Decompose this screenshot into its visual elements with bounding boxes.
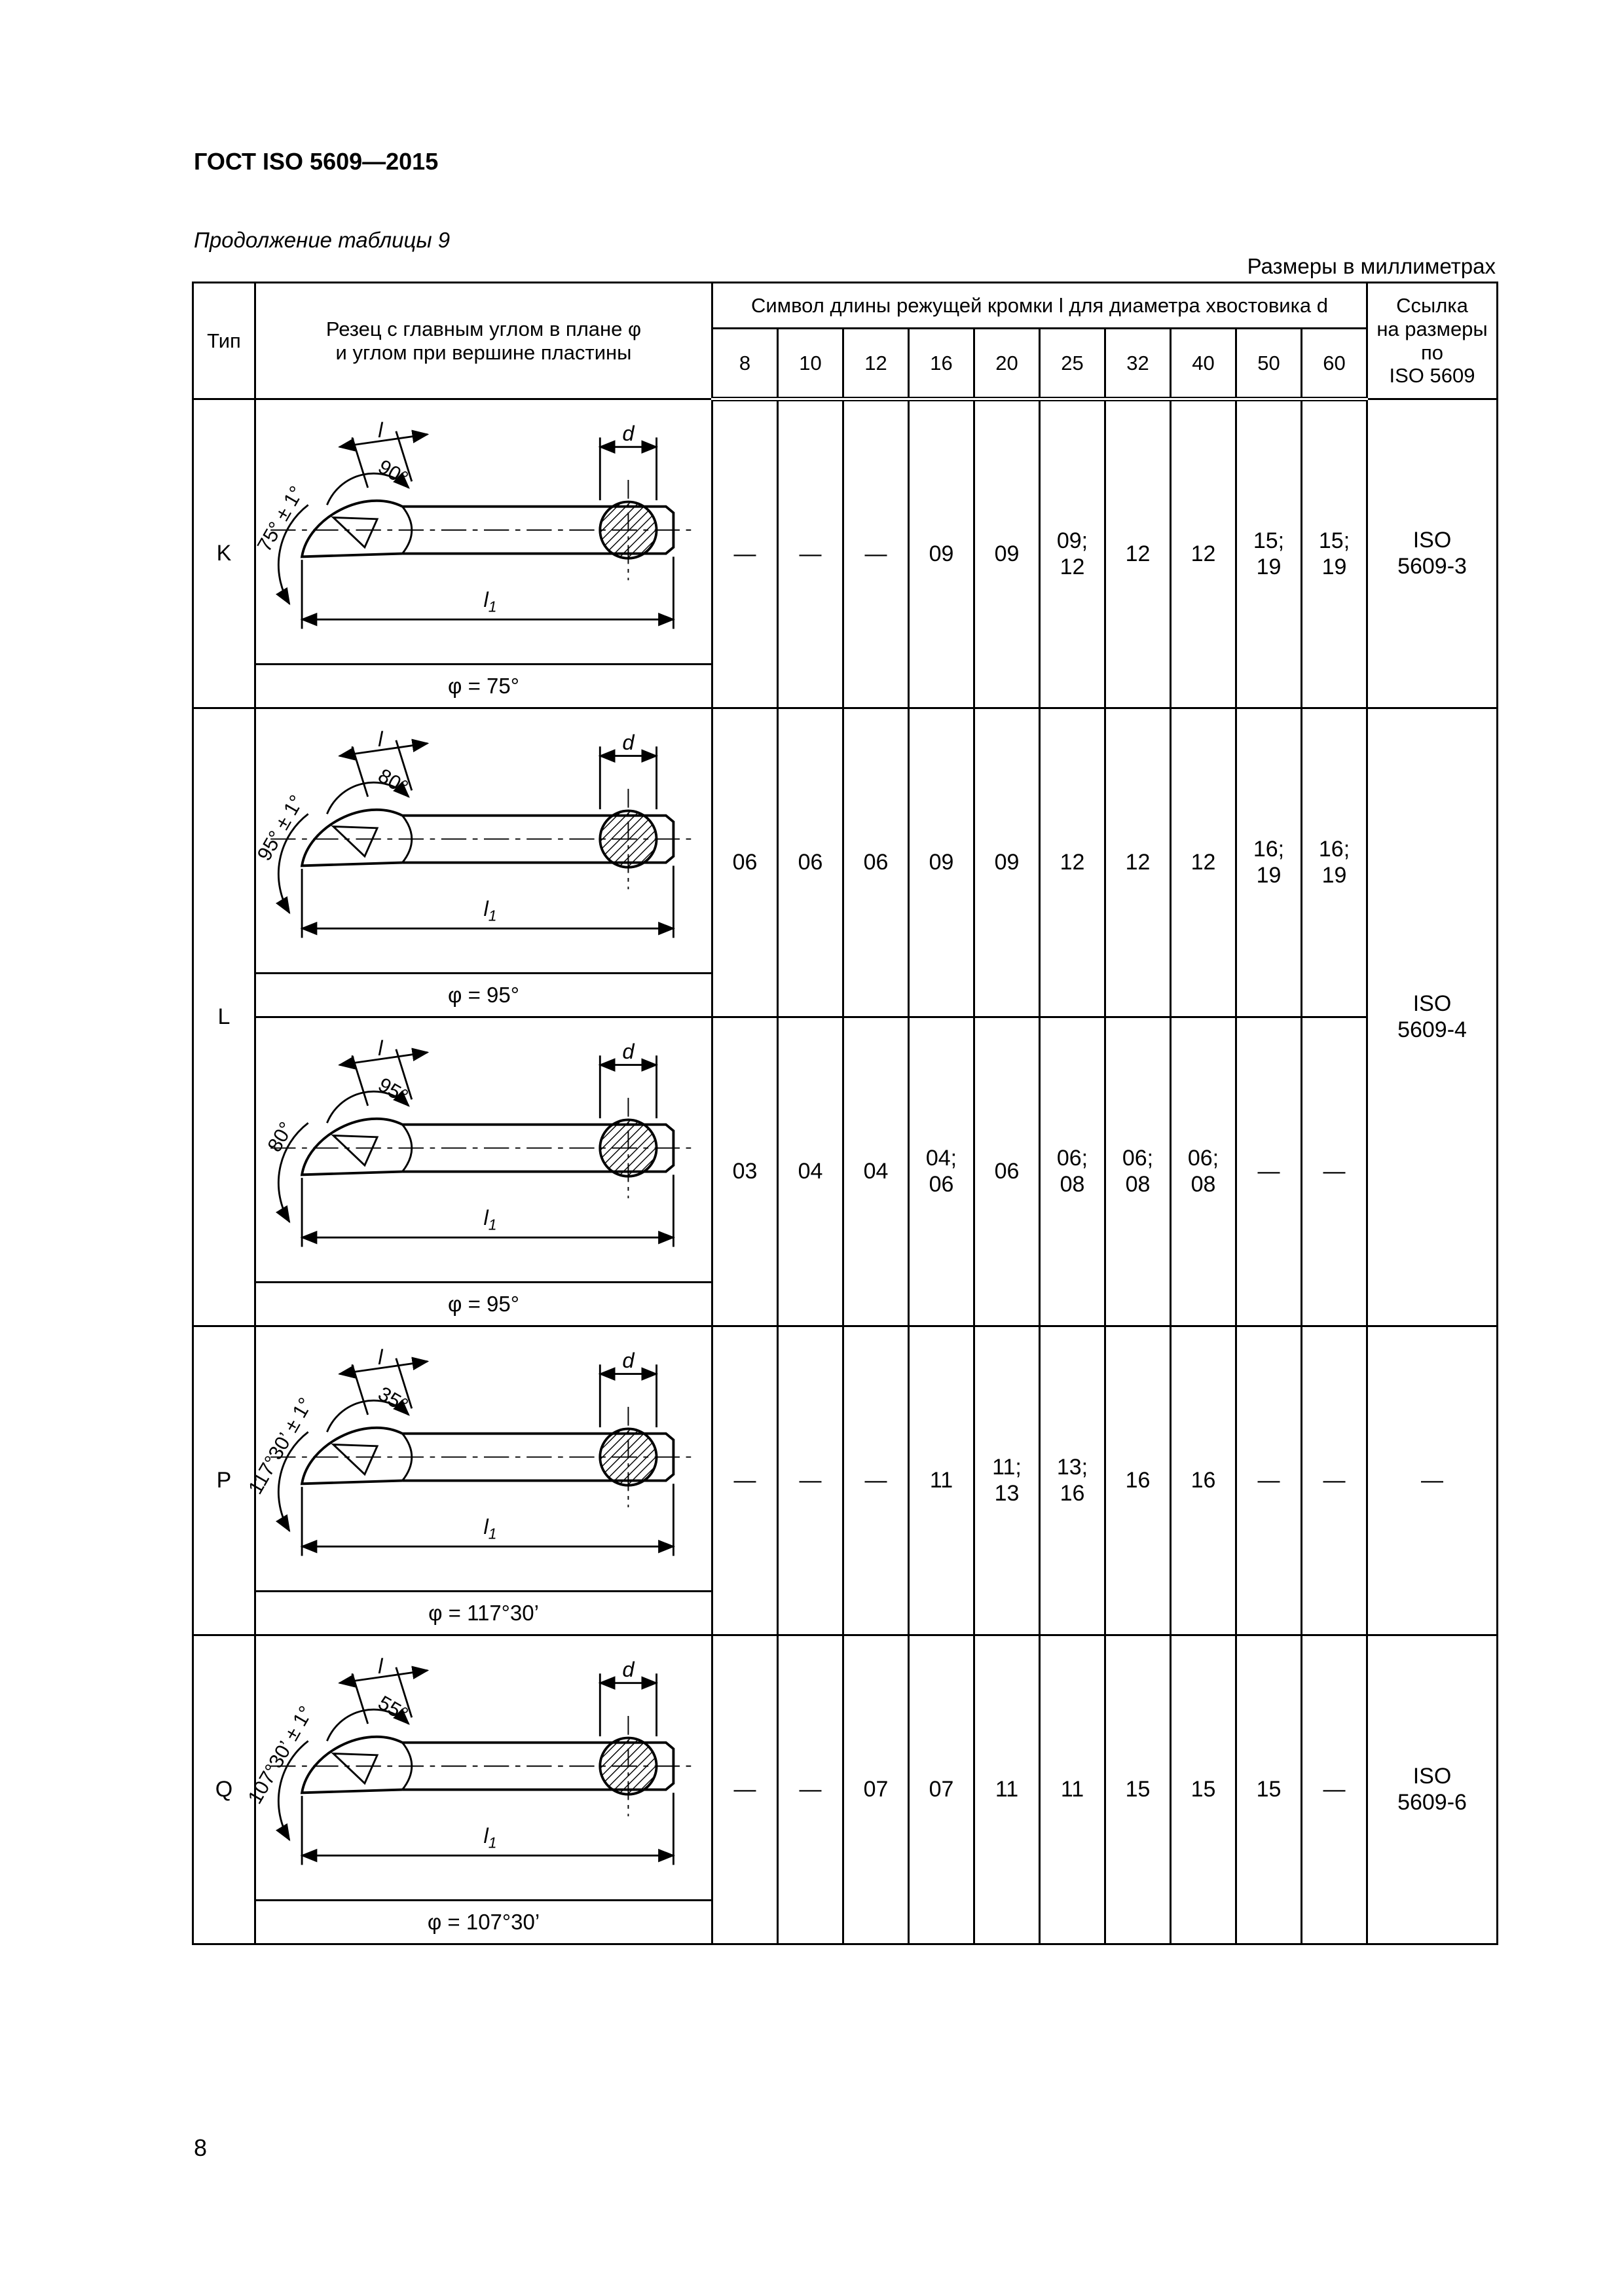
header-diameter: 20	[974, 329, 1040, 399]
cell-symbol-value	[909, 1635, 974, 1944]
cell-symbol-value-line: 08	[1125, 1171, 1151, 1197]
header-type: Тип	[193, 283, 255, 399]
cell-symbol-value	[778, 1017, 843, 1326]
header-diameter: 32	[1105, 329, 1171, 399]
cell-symbol-value-line: 06;	[1122, 1146, 1154, 1171]
cell-symbol-value	[778, 399, 843, 708]
cell-type: Q	[193, 1635, 255, 1944]
angle1-label: 80°	[374, 764, 412, 799]
diameter-d-label: d	[621, 1040, 634, 1064]
cell-symbol-value	[974, 1326, 1040, 1635]
cell-reference	[1367, 1635, 1498, 1944]
cell-symbol-value-line: 07	[929, 1776, 954, 1802]
cell-symbol-value-line: —	[1323, 1776, 1346, 1802]
cell-symbol-value	[909, 1326, 974, 1635]
cell-symbol-value	[1105, 708, 1171, 1017]
cutter-dimensions-table	[192, 282, 1498, 1945]
cell-symbol-value-line: 09;	[1056, 528, 1088, 554]
cell-symbol-value-line: 12	[1190, 541, 1216, 566]
cell-symbol-value	[778, 1326, 843, 1635]
table-row	[193, 1635, 1498, 1901]
cell-symbol-value-line: —	[799, 1467, 822, 1493]
table-row	[193, 1017, 1498, 1283]
cell-reference-line: ISO	[1412, 528, 1452, 553]
cell-symbol-value-line: 15;	[1318, 528, 1350, 554]
cell-symbol-value-line: 06;	[1187, 1146, 1219, 1171]
cell-symbol-value-line: 09	[994, 849, 1020, 875]
cell-phi-angle: φ = 117°30’	[255, 1592, 712, 1635]
units-note: Размеры в миллиметрах	[1247, 254, 1496, 278]
edge-length-l-label: l	[377, 1654, 382, 1679]
cell-symbol-value	[909, 399, 974, 708]
cell-type: K	[193, 399, 255, 708]
cell-symbol-value	[1236, 1326, 1302, 1635]
angle1-label: 90°	[374, 455, 412, 490]
header-ref-line1: Ссылка	[1396, 294, 1468, 318]
cell-symbol-value	[1105, 1326, 1171, 1635]
angle2-label: 107°30’ ± 1°	[243, 1702, 318, 1808]
header-cutter	[255, 283, 712, 399]
cell-phi-angle: φ = 75°	[255, 665, 712, 708]
cell-symbol-value-line: 16	[1060, 1480, 1085, 1506]
cell-cutter-figure	[243, 1635, 712, 1901]
cell-symbol-value-line: 09	[994, 541, 1020, 566]
header-symbol: Символ длины режущей кромки l для диаметра хвостовика d	[712, 283, 1367, 329]
table-row	[193, 708, 1498, 974]
table-row	[193, 1326, 1498, 1592]
header-diameter: 25	[1040, 329, 1105, 399]
header-diameter: 10	[778, 329, 843, 399]
cell-reference	[1367, 708, 1498, 1326]
header-ref-line2: на размеры	[1376, 317, 1488, 340]
cell-cutter-figure	[255, 1017, 712, 1283]
cell-symbol-value-line: 16;	[1318, 837, 1350, 862]
header-ref-line3: по	[1421, 340, 1444, 364]
edge-length-l-label: l	[377, 1036, 382, 1061]
diameter-d-label: d	[621, 1349, 634, 1373]
cell-symbol-value	[1171, 1326, 1236, 1635]
cell-symbol-value	[1302, 399, 1367, 708]
cell-symbol-value-line: 19	[1321, 862, 1347, 888]
cell-symbol-value-line: 06	[863, 849, 889, 875]
cell-reference-line: ISO	[1412, 1764, 1452, 1789]
cell-symbol-value	[843, 1017, 909, 1326]
cell-symbol-value-line: 04	[863, 1158, 889, 1184]
cell-symbol-value-line: 04	[798, 1158, 823, 1184]
cell-phi-angle: φ = 95°	[255, 974, 712, 1017]
cell-reference	[1367, 1326, 1498, 1635]
cell-symbol-value	[712, 708, 778, 1017]
cell-symbol-value	[778, 1635, 843, 1944]
cutter-drawing	[258, 1025, 710, 1274]
diameter-d-label: d	[621, 1658, 634, 1682]
cell-symbol-value	[1302, 1326, 1367, 1635]
cutter-drawing	[244, 1334, 710, 1583]
cell-symbol-value	[1171, 708, 1236, 1017]
cell-symbol-value-line: 19	[1321, 554, 1347, 579]
header-diameter: 12	[843, 329, 909, 399]
cell-symbol-value	[843, 708, 909, 1017]
length-l1-label: $l_1$	[483, 897, 497, 924]
cell-symbol-value	[1171, 1017, 1236, 1326]
header-diameter: 16	[909, 329, 974, 399]
cell-symbol-value	[974, 708, 1040, 1017]
cell-symbol-value	[1171, 1635, 1236, 1944]
cell-symbol-value-line: 06	[798, 849, 823, 875]
cell-symbol-value	[1040, 399, 1105, 708]
cell-symbol-value-line: 12	[1125, 541, 1151, 566]
angle1-label: 55°	[374, 1691, 412, 1726]
angle2-label: 75° ± 1°	[252, 482, 308, 556]
cell-symbol-value	[1040, 1326, 1105, 1635]
cell-symbol-value	[974, 399, 1040, 708]
page-number: 8	[194, 2134, 208, 2161]
angle1-label: 35°	[374, 1382, 412, 1417]
cell-symbol-value-line: —	[1323, 1467, 1346, 1493]
cutter-drawing	[243, 1643, 710, 1892]
cell-symbol-value-line: 09	[929, 541, 954, 566]
header-cutter-line1: Резец с главным углом в плане φ	[325, 317, 642, 340]
edge-length-l-label: l	[377, 1345, 382, 1370]
cell-symbol-value-line: 12	[1060, 554, 1085, 579]
cell-symbol-value-line: 07	[863, 1776, 889, 1802]
cell-reference-line: 5609-4	[1397, 1017, 1467, 1042]
cell-symbol-value-line: —	[799, 1776, 822, 1802]
cell-symbol-value	[843, 1326, 909, 1635]
cell-phi-angle: φ = 95°	[255, 1283, 712, 1326]
length-l1-label: $l_1$	[483, 1206, 497, 1233]
cell-phi-angle: φ = 107°30’	[255, 1901, 712, 1944]
header-ref-line4: ISO 5609	[1389, 364, 1475, 388]
cell-reference-line: 5609-3	[1397, 553, 1467, 579]
cell-symbol-value-line: —	[864, 541, 887, 566]
cell-symbol-value-line: 03	[732, 1158, 758, 1184]
cell-symbol-value-line: 06	[929, 1171, 954, 1197]
cell-symbol-value	[1105, 399, 1171, 708]
cell-symbol-value	[1302, 708, 1367, 1017]
cell-cutter-figure	[244, 1326, 712, 1592]
header-cutter-line2: и углом при вершине пластины	[335, 340, 632, 364]
cell-symbol-value	[712, 1326, 778, 1635]
edge-length-l-label: l	[377, 418, 382, 443]
cell-symbol-value	[1236, 708, 1302, 1017]
cell-symbol-value	[1105, 1635, 1171, 1944]
cell-symbol-value-line: 12	[1190, 849, 1216, 875]
cell-symbol-value	[843, 399, 909, 708]
cell-reference	[1367, 399, 1498, 708]
table-continuation-caption: Продолжение таблицы 9	[194, 228, 451, 252]
cell-symbol-value-line: —	[1257, 1467, 1280, 1493]
cell-symbol-value	[974, 1017, 1040, 1326]
cutter-drawing	[252, 407, 710, 656]
cell-type: L	[193, 708, 255, 1326]
cell-symbol-value	[1105, 1017, 1171, 1326]
cell-symbol-value-line: 16	[1190, 1467, 1216, 1493]
cell-cutter-figure	[252, 708, 712, 974]
cell-symbol-value-line: —	[1257, 1158, 1280, 1184]
cell-symbol-value	[974, 1635, 1040, 1944]
angle2-label: 117°30’ ± 1°	[244, 1394, 317, 1499]
cell-symbol-value-line: 06	[994, 1158, 1020, 1184]
cell-symbol-value-line: 06;	[1056, 1146, 1088, 1171]
cell-symbol-value-line: —	[733, 1467, 756, 1493]
cell-symbol-value-line: 04;	[925, 1146, 957, 1171]
diameter-d-label: d	[621, 731, 634, 755]
cell-symbol-value	[1040, 1635, 1105, 1944]
cell-symbol-value-line: 13;	[1056, 1455, 1088, 1480]
cell-symbol-value	[712, 1635, 778, 1944]
cell-symbol-value	[909, 708, 974, 1017]
cell-symbol-value-line: —	[864, 1467, 887, 1493]
cell-symbol-value	[1040, 708, 1105, 1017]
cell-symbol-value-line: 11	[929, 1467, 953, 1493]
cell-symbol-value	[1171, 399, 1236, 708]
length-l1-label: $l_1$	[483, 1515, 497, 1542]
document-title: ГОСТ ISO 5609—2015	[194, 148, 439, 175]
cell-reference-line: —	[1421, 1467, 1444, 1493]
length-l1-label: $l_1$	[483, 1824, 497, 1851]
cell-symbol-value	[712, 1017, 778, 1326]
cell-type: P	[193, 1326, 255, 1635]
table-row	[193, 399, 1498, 665]
edge-length-l-label: l	[377, 727, 382, 752]
cell-symbol-value-line: 19	[1256, 554, 1282, 579]
angle2-label: 95° ± 1°	[252, 791, 308, 865]
cell-symbol-value	[1302, 1017, 1367, 1326]
cell-reference-line: 5609-6	[1397, 1789, 1467, 1815]
cell-symbol-value	[1236, 399, 1302, 708]
cell-symbol-value-line: 15	[1256, 1776, 1282, 1802]
cell-cutter-figure	[252, 399, 712, 665]
cell-symbol-value	[712, 399, 778, 708]
header-diameter: 60	[1302, 329, 1367, 399]
cell-symbol-value-line: 16;	[1253, 837, 1285, 862]
header-diameter: 50	[1236, 329, 1302, 399]
cell-symbol-value	[778, 708, 843, 1017]
cell-symbol-value	[1236, 1635, 1302, 1944]
cell-symbol-value-line: —	[1323, 1158, 1346, 1184]
cell-reference-line: ISO	[1412, 991, 1452, 1017]
cell-symbol-value-line: —	[799, 541, 822, 566]
cell-symbol-value-line: 13	[994, 1480, 1020, 1506]
cell-symbol-value-line: 11	[1060, 1776, 1084, 1802]
cell-symbol-value-line: 08	[1060, 1171, 1085, 1197]
cell-symbol-value-line: 11	[995, 1776, 1019, 1802]
cell-symbol-value-line: 15	[1125, 1776, 1151, 1802]
cell-symbol-value-line: 11;	[992, 1455, 1022, 1480]
cell-symbol-value	[1236, 1017, 1302, 1326]
cell-symbol-value	[1302, 1635, 1367, 1944]
cell-symbol-value	[1040, 1017, 1105, 1326]
cell-symbol-value	[909, 1017, 974, 1326]
cell-symbol-value-line: —	[733, 1776, 756, 1802]
header-reference	[1367, 283, 1498, 399]
angle1-label: 95°	[374, 1073, 412, 1108]
cell-symbol-value-line: 15;	[1253, 528, 1285, 554]
cell-symbol-value-line: 12	[1060, 849, 1085, 875]
cutter-drawing	[252, 716, 710, 965]
cell-symbol-value-line: 06	[732, 849, 758, 875]
cell-symbol-value-line: 12	[1125, 849, 1151, 875]
cell-symbol-value-line: 15	[1190, 1776, 1216, 1802]
cell-symbol-value-line: 19	[1256, 862, 1282, 888]
header-diameter: 40	[1171, 329, 1236, 399]
cell-symbol-value-line: 09	[929, 849, 954, 875]
cell-symbol-value-line: —	[733, 541, 756, 566]
angle2-label: 80°	[263, 1118, 298, 1156]
cell-symbol-value-line: 16	[1125, 1467, 1151, 1493]
header-diameter: 8	[712, 329, 778, 399]
length-l1-label: $l_1$	[483, 588, 497, 615]
cell-symbol-value-line: 08	[1190, 1171, 1216, 1197]
cell-symbol-value	[843, 1635, 909, 1944]
diameter-d-label: d	[621, 422, 634, 446]
